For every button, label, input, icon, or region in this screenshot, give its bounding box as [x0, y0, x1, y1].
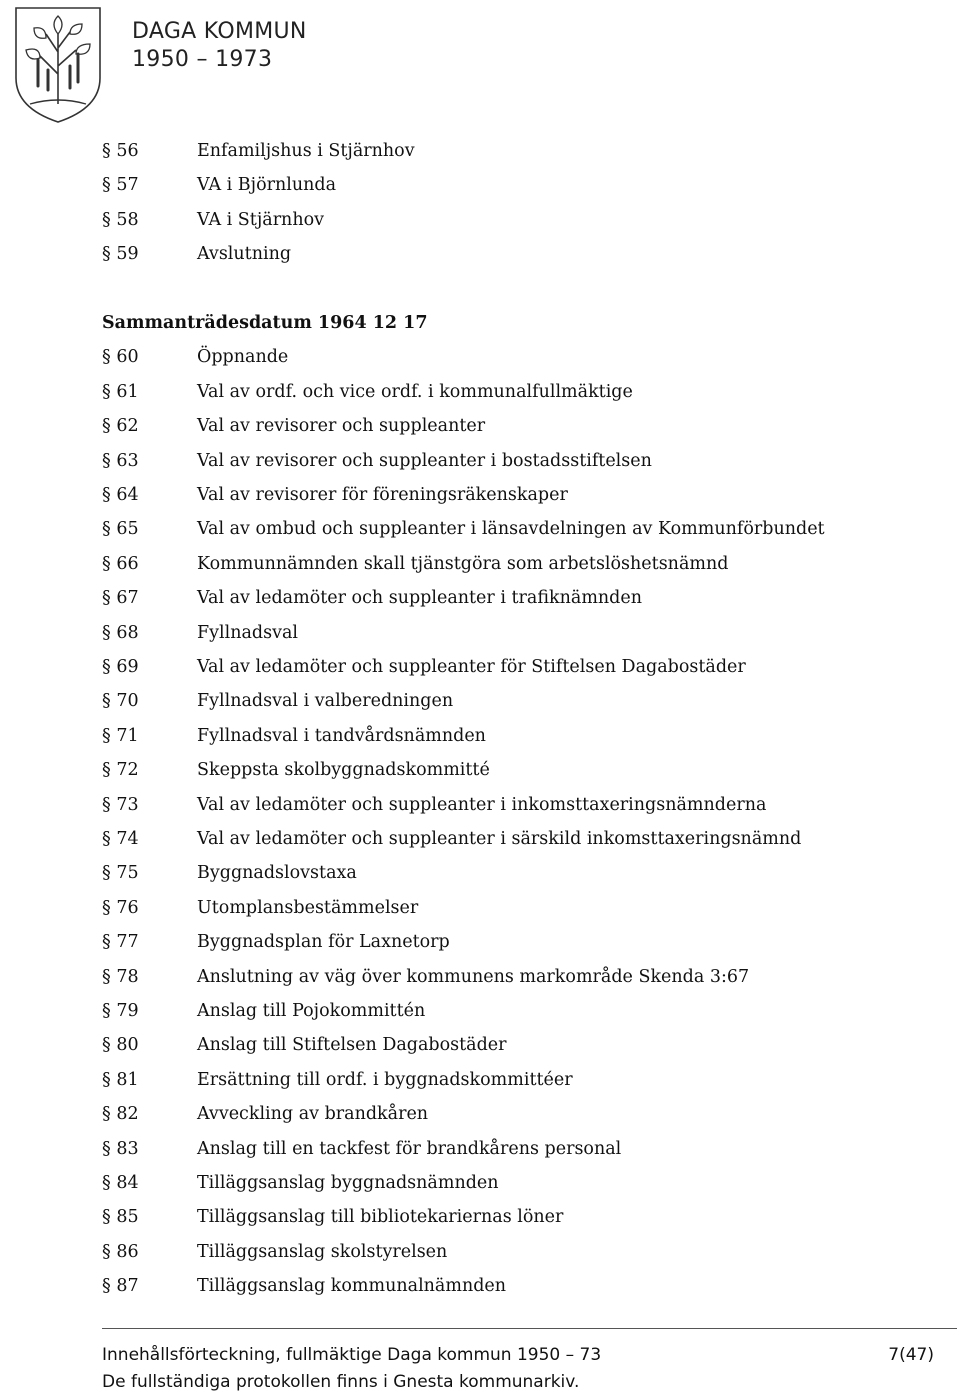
agenda-item-title: Val av revisorer och suppleanter i bostadsstiftelsen	[197, 450, 652, 471]
section-number: § 80	[102, 1035, 139, 1056]
footer-divider	[102, 1328, 957, 1329]
session-date-heading: Sammanträdesdatum 1964 12 17	[102, 313, 428, 333]
agenda-item-title: Fyllnadsval i tandvårdsnämnden	[197, 725, 486, 746]
header-title: DAGA KOMMUN	[132, 19, 307, 44]
agenda-item-title: Tilläggsanslag byggnadsnämnden	[197, 1173, 499, 1193]
agenda-item-title: Val av ledamöter och suppleanter för Stiftelsen Dagabostäder	[197, 657, 746, 677]
agenda-item-title: Anslutning av väg över kommunens markområde Skenda 3:67	[197, 966, 750, 987]
document-header	[132, 18, 307, 74]
section-number: § 71	[102, 725, 139, 746]
footer-title: Innehållsförteckning, fullmäktige Daga kommun 1950 – 73	[102, 1345, 602, 1365]
agenda-item-title: Tilläggsanslag till bibliotekariernas löner	[197, 1207, 564, 1228]
agenda-item-title: Anslag till Pojokommittén	[197, 1001, 426, 1021]
section-number: § 84	[102, 1173, 139, 1193]
section-number: § 57	[102, 175, 139, 196]
agenda-item-title: Byggnadslovstaxa	[197, 863, 357, 884]
section-number: § 67	[102, 588, 139, 609]
agenda-item-title: Tilläggsanslag kommunalnämnden	[197, 1276, 507, 1297]
section-number: § 81	[102, 1069, 139, 1090]
section-number: § 64	[102, 485, 139, 505]
municipal-coat-of-arms-birch-icon	[12, 4, 104, 124]
section-number: § 61	[102, 381, 139, 402]
agenda-item-title: VA i Björnlunda	[197, 175, 337, 196]
agenda-item-title: Fyllnadsval i valberedningen	[197, 691, 454, 712]
agenda-item-title: Val av revisorer för föreningsräkenskaper	[197, 485, 568, 505]
section-number: § 65	[102, 519, 139, 540]
section-number: § 82	[102, 1104, 139, 1125]
section-number: § 74	[102, 829, 139, 849]
section-number: § 70	[102, 691, 139, 712]
agenda-item-title: Ersättning till ordf. i byggnadskommittéer	[197, 1069, 573, 1090]
agenda-item-title: Val av ledamöter och suppleanter i trafiknämnden	[197, 588, 643, 609]
agenda-item-title: Anslag till en tackfest för brandkårens personal	[197, 1138, 622, 1159]
section-number: § 63	[102, 450, 139, 471]
section-number: § 72	[102, 760, 139, 781]
agenda-item-title: Val av ombud och suppleanter i länsavdelningen av Kommunförbundet	[197, 519, 825, 540]
agenda-item-title: Fyllnadsval	[197, 622, 299, 643]
agenda-item-title: Kommunnämnden skall tjänstgöra som arbetslöshetsnämnd	[197, 553, 729, 574]
agenda-item-title: Val av revisorer och suppleanter	[197, 416, 486, 437]
footer-archive-note: De fullständiga protokollen finns i Gnesta kommunarkiv.	[102, 1372, 580, 1392]
section-number: § 60	[102, 347, 139, 368]
agenda-item-title: VA i Stjärnhov	[197, 209, 325, 230]
section-number: § 69	[102, 657, 139, 677]
section-number: § 85	[102, 1207, 139, 1228]
section-number: § 68	[102, 622, 139, 643]
agenda-item-title: Val av ledamöter och suppleanter i särskild inkomsttaxeringsnämnd	[197, 829, 802, 849]
agenda-item-title: Val av ledamöter och suppleanter i inkomsttaxeringsnämnderna	[197, 794, 767, 815]
agenda-item-title: Enfamiljshus i Stjärnhov	[197, 141, 415, 161]
section-number: § 79	[102, 1001, 139, 1021]
section-number: § 56	[102, 141, 139, 161]
agenda-item-title: Avveckling av brandkåren	[197, 1104, 429, 1125]
agenda-item-title: Val av ordf. och vice ordf. i kommunalfullmäktige	[197, 381, 633, 402]
agenda-item-title: Skeppsta skolbyggnadskommitté	[197, 760, 490, 781]
section-number: § 73	[102, 794, 139, 815]
section-number: § 62	[102, 416, 139, 437]
agenda-item-title: Byggnadsplan för Laxnetorp	[197, 932, 450, 953]
section-number: § 86	[102, 1241, 139, 1262]
section-number: § 83	[102, 1138, 139, 1159]
header-period: 1950 – 1973	[132, 47, 273, 72]
agenda-item-title: Öppnande	[197, 347, 289, 368]
page-number: 7(47)	[888, 1345, 934, 1365]
section-number: § 77	[102, 932, 139, 953]
agenda-item-title: Utomplansbestämmelser	[197, 897, 419, 918]
agenda-item-title: Anslag till Stiftelsen Dagabostäder	[197, 1035, 507, 1056]
section-number: § 58	[102, 209, 139, 230]
section-number: § 75	[102, 863, 139, 884]
coat-of-arms-logo	[12, 4, 104, 124]
section-number: § 78	[102, 966, 139, 987]
section-number: § 76	[102, 897, 139, 918]
agenda-item-title: Tilläggsanslag skolstyrelsen	[197, 1241, 448, 1262]
agenda-item-title: Avslutning	[197, 244, 292, 265]
section-number: § 87	[102, 1276, 139, 1297]
page-footer	[102, 1342, 934, 1396]
section-number: § 66	[102, 553, 139, 574]
section-number: § 59	[102, 244, 139, 265]
